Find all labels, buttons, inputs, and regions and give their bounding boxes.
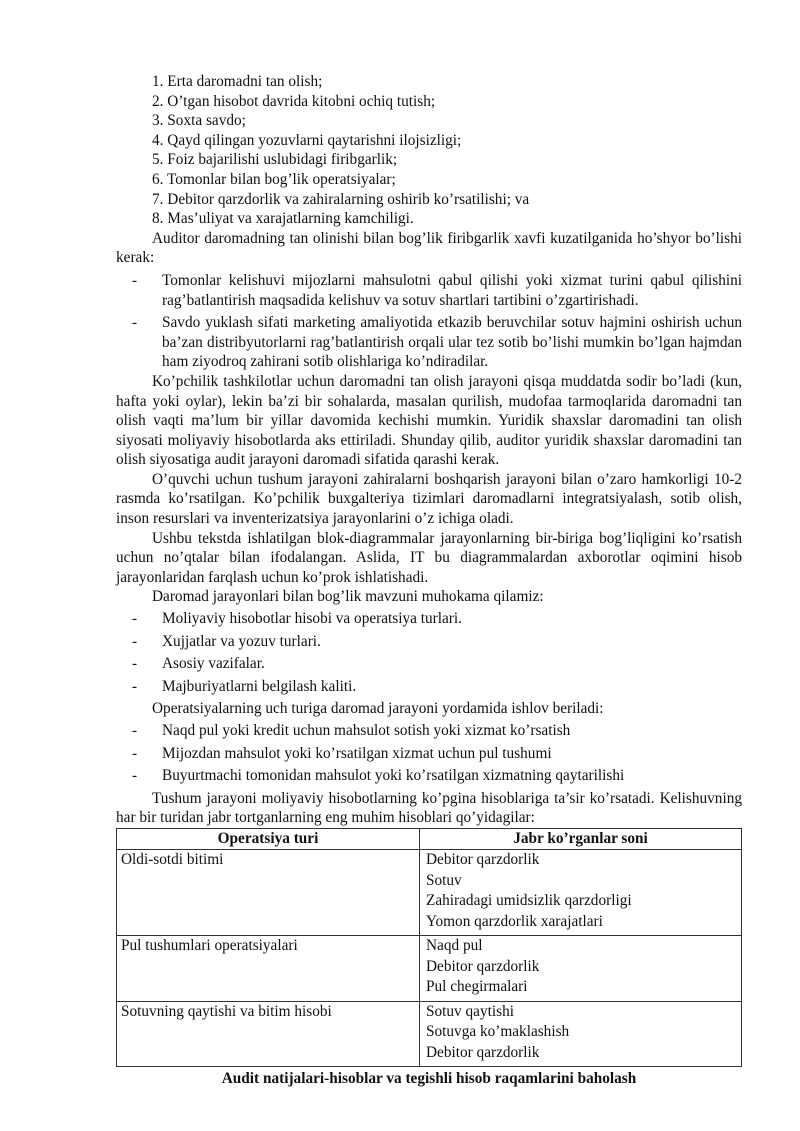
table-cell-accounts [420,850,742,936]
account-item: Sotuv qaytishi [426,1002,514,1020]
list-item: 6. Tomonlar bilan bog’lik operatsiyalar; [152,170,396,188]
document-page [116,72,742,1089]
dash-marker: - [132,767,138,785]
dash-item [116,271,742,310]
dash-marker: - [132,610,138,628]
dash-item-text: Majburiyatlarni belgilash kaliti. [162,677,357,695]
account-item: Pul chegirmalari [426,978,528,996]
list-item: 7. Debitor qarzdorlik va zahiralarning oshirib ko’rsatilishi; va [152,190,530,208]
dash-item [116,677,742,697]
list-item: 8. Mas’uliyat va xarajatlarning kamchiligi. [152,210,414,228]
dash-item-text: Asosiy vazifalar. [162,655,265,673]
dash-marker: - [132,744,138,762]
dash-item [116,744,742,764]
dash-item [116,632,742,652]
paragraph-ushbu: Ushbu tekstda ishlatilgan blok-diagrammalar jarayonlarning bir-biriga bog’liqligini ko’rsatish uchun no’qtalar bilan ifodalangan. Aslida, IT bu diagrammalardan axborotlar oqimini hisob jarayonlaridan farqlash uchun ko’prok ishlatishadi. [116,529,742,586]
dash-item [116,766,742,786]
list-item: 5. Foiz bajarilishi uslubidagi firibgarlik; [152,151,398,169]
paragraph-tushum: Tushum jarayoni moliyaviy hisobotlarning ko’pgina hisoblariga ta’sir ko’rsatadi. Kelishuvning har bir turidan jabr tortganlarning eng muhim hisoblari qo’yidagilar: [116,789,742,827]
paragraph-kopchilik: Ko’pchilik tashkilotlar uchun daromadni tan olish jarayoni qisqa muddatda sodir bo’ladi (kun, hafta yoki oylar), lekin ba’zi bir sohalarda, masalan qurilish, mudofaa tarmoqlarida daromadni tan olish vaqti ma’lum bir yillar davomida kechishi mumkin. Yuridik shaxslar daromadini tan olish siyosati moliyaviy hisobotlarda aks ettiriladi. Shunday qilib, auditor yuridik shaxslar daromadini tan olish siyosatiga audit jarayoni daromadi sifatida qarashi kerak. [116,372,742,469]
dash-item [116,313,742,372]
column-header: Jabr ko’rganlar soni [420,828,742,850]
dash-marker: - [132,271,138,289]
dash-item [116,654,742,674]
dash-marker: - [132,677,138,695]
dash-marker: - [132,722,138,739]
dash-item [116,609,742,629]
table-row [117,1001,742,1067]
dash-item-text: Savdo yuklash sifati marketing amaliyotida etkazib beruvchilar sotuv hajmini oshirish uchun ba’zan distribyutorlarni rag’batlantirish orqali ular tez sotib bo’lishi mumkin bo’lgan hajmdan ham ziyodroq zahirani sotib olishlariga ko’ndiradilar. [162,314,742,371]
list-item: 2. O’tgan hisobot davrida kitobni ochiq tutish; [152,92,436,110]
list-item: 3. Soxta savdo; [152,112,246,130]
dash-marker: - [132,314,138,332]
dash-marker: - [132,632,138,650]
paragraph-oquvchi: O’quvchi uchun tushum jarayoni zahiralarni boshqarish jarayoni bilan o’zaro hamkorligi 10-2 rasmda ko’rsatilgan. Ko’pchilik buxgalteriya tizimlari daromadlarni integratsiyalash, sotib olish, inson resurslari va inventerizatsiya jarayonlarini o’z ichiga oladi. [116,470,742,528]
table-row [117,936,742,1002]
paragraph-auditor: Auditor daromadning tan olinishi bilan bog’lik firibgarlik xavfi kuzatilganida ho’shyor bo’lishi kerak: [116,229,742,267]
table-cell-accounts [420,936,742,1002]
accounts-table [116,828,742,1068]
table-cell-accounts [420,1001,742,1067]
account-item: Sotuvga ko’maklashish [426,1023,570,1041]
table-cell-type: Pul tushumlari operatsiyalari [117,936,420,1002]
paragraph-daromad: Daromad jarayonlari bilan bog’lik mavzuni muhokama qilamiz: [152,588,544,606]
numbered-list [116,72,742,229]
table-row [117,850,742,936]
dash-item-text: Buyurtmachi tomonidan mahsulot yoki ko’rsatilgan xizmatning qaytarilishi [162,767,625,785]
account-item: Debitor qarzdorlik [426,957,540,975]
list-item: 1. Erta daromadni tan olish; [152,73,323,90]
account-item: Debitor qarzdorlik [426,851,540,869]
table-cell-type: Sotuvning qaytishi va bitim hisobi [117,1001,420,1067]
account-item: Debitor qarzdorlik [426,1043,540,1061]
section-heading: Audit natijalari-hisoblar va tegishli hisob raqamlarini baholash [221,1070,637,1088]
account-item: Naqd pul [426,937,483,955]
dash-item [116,721,742,741]
column-header: Operatsiya turi [117,828,420,850]
dash-item-text: Tomonlar kelishuvi mijozlarni mahsulotni qabul qilishi yoki xizmat turini qabul qilishini rag’batlantirish maqsadida kelishuv va sotuv shartlari tartibini o’zgartirishadi. [162,271,742,309]
dash-item-text: Moliyaviy hisobotlar hisobi va operatsiya turlari. [162,610,462,628]
table-cell-type: Oldi-sotdi bitimi [117,850,420,936]
dash-item-text: Mijozdan mahsulot yoki ko’rsatilgan xizmat uchun pul tushumi [162,744,552,762]
dash-marker: - [132,655,138,673]
list-item: 4. Qayd qilingan yozuvlarni qaytarishni ilojsizligi; [152,131,462,149]
dash-item-text: Xujjatlar va yozuv turlari. [162,632,321,650]
account-item: Yomon qarzdorlik xarajatlari [426,912,603,930]
paragraph-operatsiya: Operatsiyalarning uch turiga daromad jarayoni yordamida ishlov beriladi: [152,700,604,718]
table-header-row [117,828,742,850]
dash-item-text: Naqd pul yoki kredit uchun mahsulot sotish yoki xizmat ko’rsatish [162,722,571,739]
account-item: Sotuv [426,871,462,889]
account-item: Zahiradagi umidsizlik qarzdorligi [426,892,632,910]
